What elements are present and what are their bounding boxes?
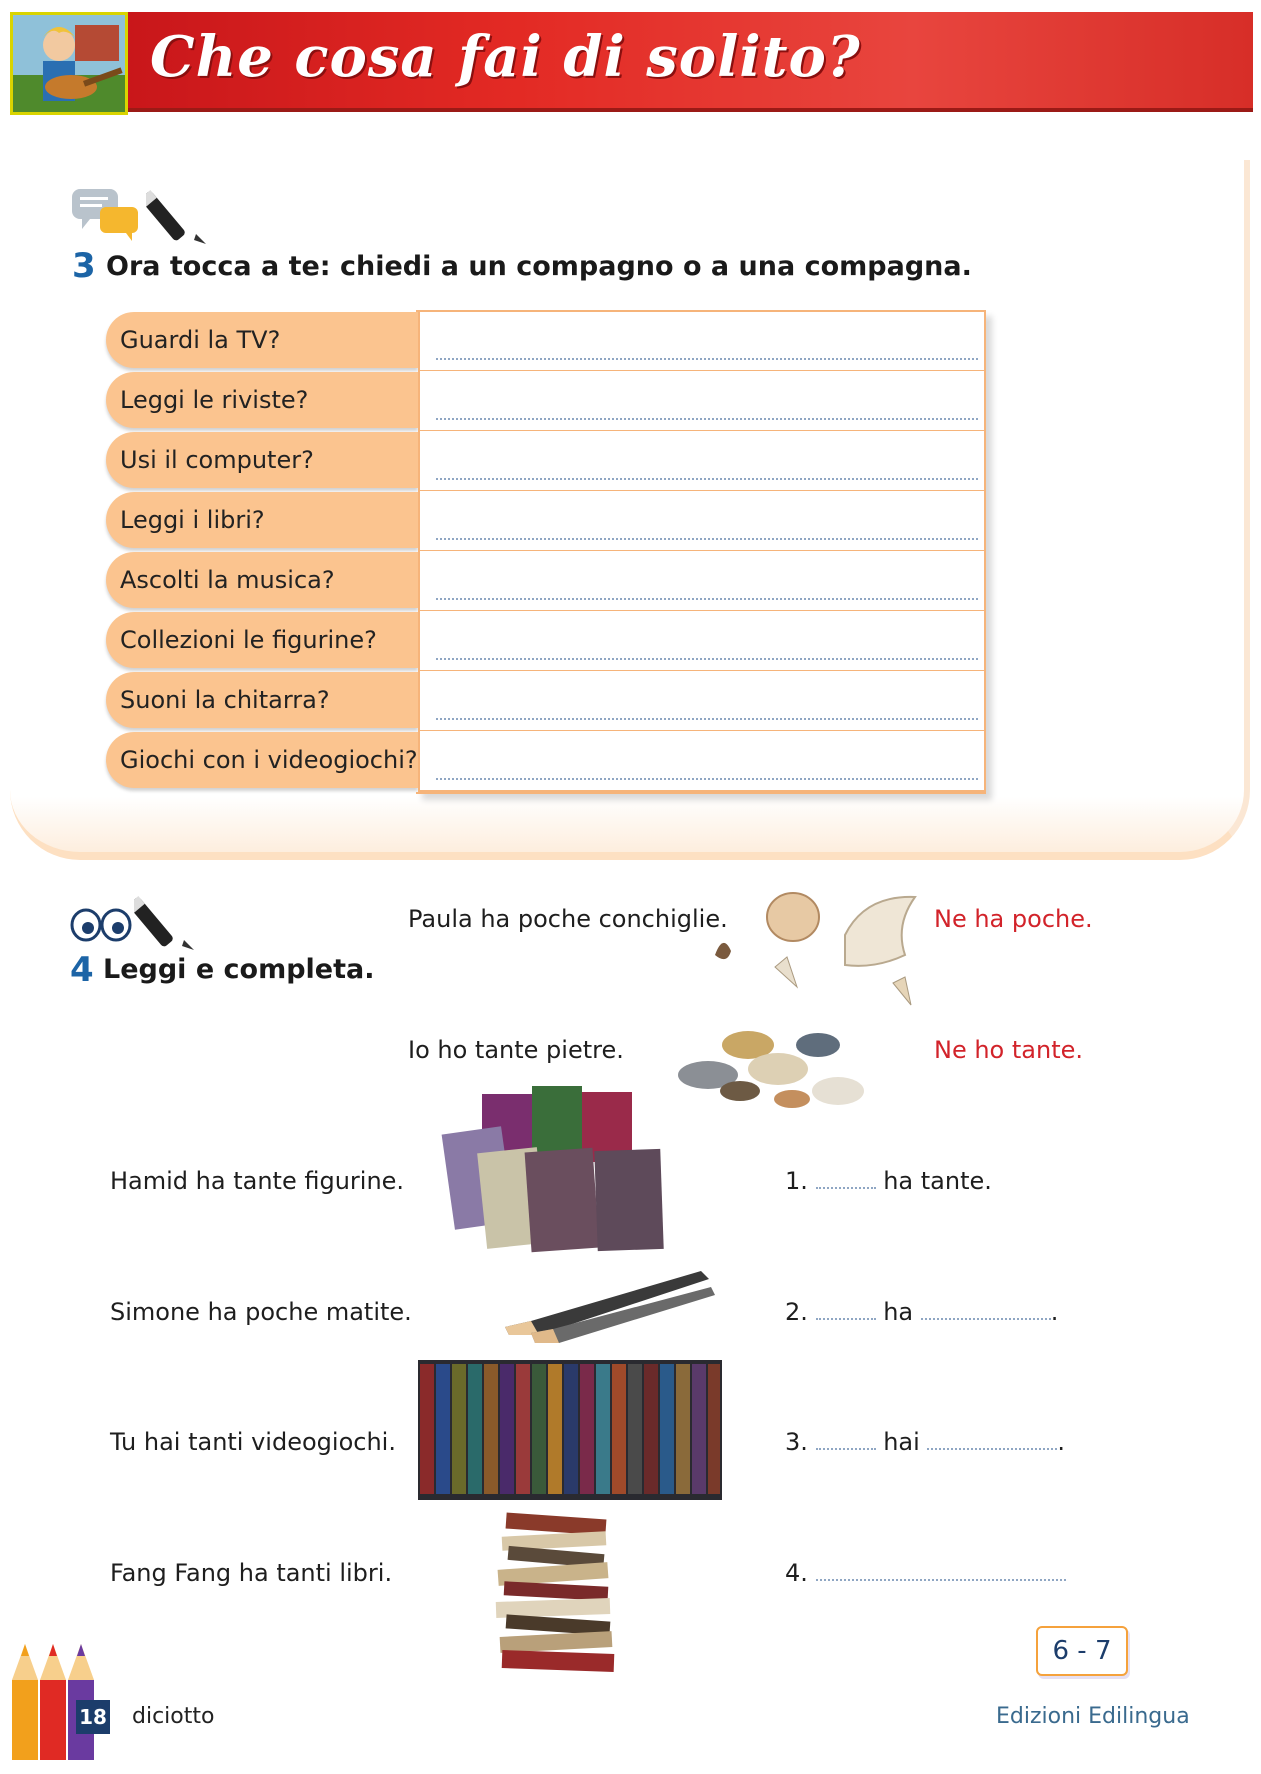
item-answer-text: hai	[883, 1428, 920, 1456]
answer-blank[interactable]	[816, 1169, 876, 1189]
page-number-word: diciotto	[132, 1704, 215, 1729]
item-sentence: Simone ha poche matite.	[110, 1298, 412, 1326]
publisher-name: Edizioni Edilingua	[996, 1704, 1190, 1729]
answer-blank[interactable]	[927, 1430, 1057, 1450]
exercise-3-instruction: Ora tocca a te: chiedi a un compagno o a una compagna.	[106, 251, 972, 282]
seashells-image	[695, 885, 935, 1019]
page-number: 18	[76, 1700, 110, 1734]
item-sentence: Hamid ha tante figurine.	[110, 1167, 405, 1195]
question-text: Usi il computer?	[120, 446, 314, 474]
answer-column-frame	[416, 310, 986, 794]
question-text: Suoni la chitarra?	[120, 686, 330, 714]
stones-image	[668, 1005, 878, 1119]
question-text: Guardi la TV?	[120, 326, 281, 354]
item-answer-line	[785, 1428, 1065, 1456]
answer-blank[interactable]	[816, 1561, 1066, 1581]
page-title: Che cosa fai di solito?	[150, 24, 861, 90]
item-answer-end: .	[1057, 1428, 1066, 1456]
item-number: 3.	[785, 1428, 808, 1456]
pencils-image	[505, 1265, 715, 1349]
example-answer: Ne ha poche.	[934, 905, 1093, 933]
videogames-shelf-image	[418, 1360, 722, 1504]
exercise-4-number: 4	[70, 950, 94, 990]
example-answer: Ne ho tante.	[934, 1036, 1084, 1064]
item-sentence: Fang Fang ha tanti libri.	[110, 1559, 393, 1587]
answer-blank[interactable]	[921, 1300, 1051, 1320]
item-answer-line	[785, 1167, 992, 1195]
example-sentence: Io ho tante pietre.	[408, 1036, 624, 1064]
unit-tag: 6 - 7	[1036, 1626, 1128, 1676]
books-stack-image	[486, 1512, 636, 1686]
exercise-3-number: 3	[72, 246, 96, 286]
speech-bubbles-icon	[72, 185, 140, 249]
question-text: Ascolti la musica?	[120, 566, 335, 594]
question-text: Giochi con i videogiochi?	[120, 746, 418, 774]
item-number: 2.	[785, 1298, 808, 1326]
answer-blank[interactable]	[816, 1300, 876, 1320]
item-number: 4.	[785, 1559, 808, 1587]
eyes-icon	[70, 908, 132, 946]
example-sentence: Paula ha poche conchiglie.	[408, 905, 728, 933]
exercise-4-instruction: Leggi e completa.	[103, 954, 375, 985]
question-text: Collezioni le figurine?	[120, 626, 377, 654]
trading-cards-image	[432, 1080, 682, 1274]
item-answer-text: ha	[883, 1298, 914, 1326]
pen-icon	[134, 888, 200, 958]
answer-blank[interactable]	[816, 1430, 876, 1450]
question-text: Leggi le riviste?	[120, 386, 309, 414]
item-number: 1.	[785, 1167, 808, 1195]
item-sentence: Tu hai tanti videogiochi.	[110, 1428, 396, 1456]
pen-icon	[146, 182, 212, 252]
item-answer-line	[785, 1559, 1066, 1587]
item-answer-text: ha tante.	[883, 1167, 992, 1195]
boy-with-guitar-illustration	[10, 12, 128, 115]
item-answer-end: .	[1050, 1298, 1059, 1326]
item-answer-line	[785, 1298, 1058, 1326]
question-text: Leggi i libri?	[120, 506, 265, 534]
